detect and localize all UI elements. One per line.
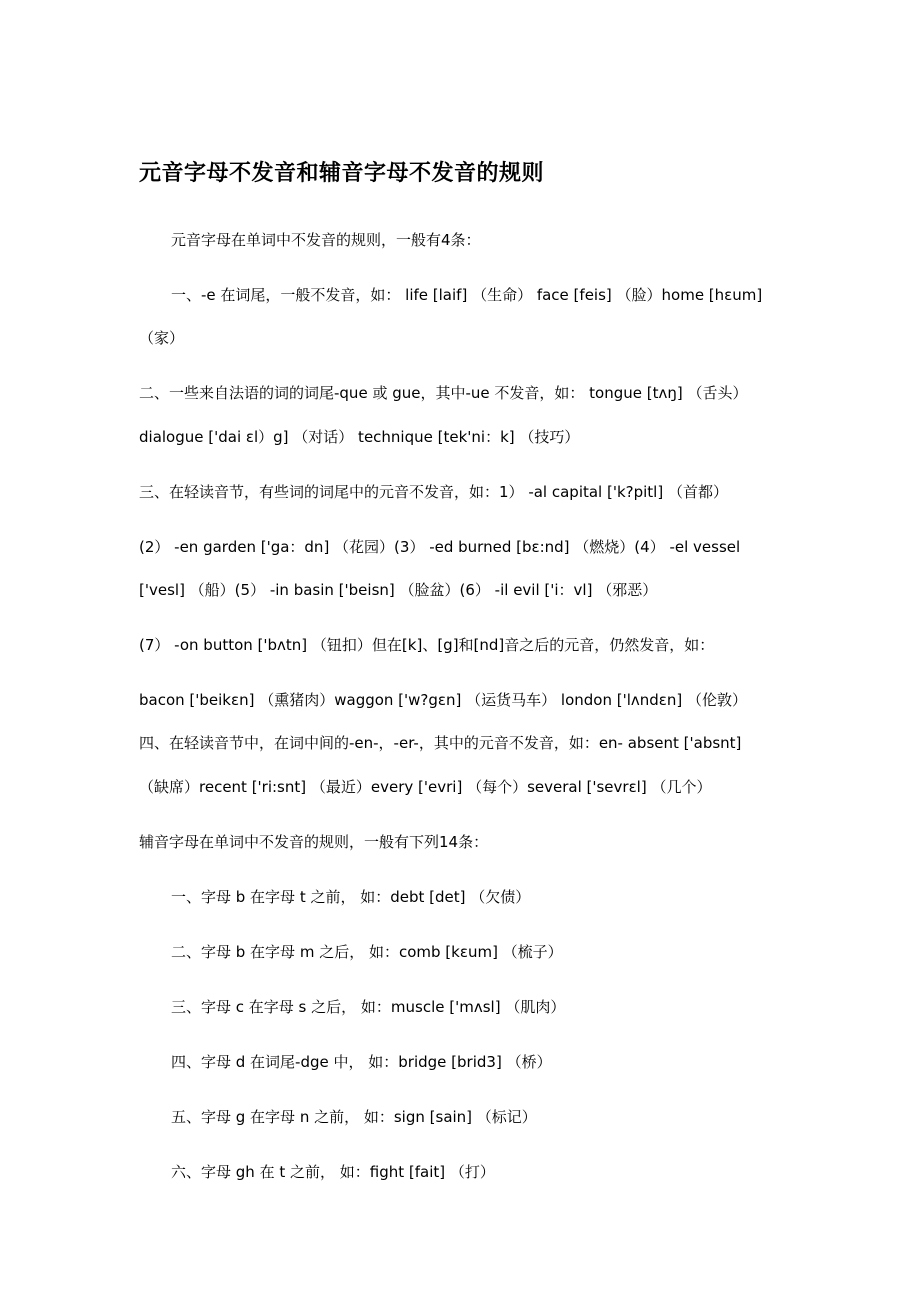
vowel-rule-4: 四、在轻读音节中，在词中间的-en-，-er-，其中的元音不发音，如：en- absent ['absnt]	[139, 734, 742, 752]
vowel-rule-3: 三、在轻读音节，有些词的词尾中的元音不发音，如：1） -al capital ['k?pitl] （首都）	[139, 483, 728, 501]
vowel-rule-1: 一、-e 在词尾，一般不发音，如： life [laif] （生命） face [feis] （脸）home [hεum]	[171, 286, 763, 304]
consonant-rule-1: 一、字母 b 在字母 t 之前， 如：debt [det] （欠债）	[171, 888, 531, 906]
consonant-rule-3: 三、字母 c 在字母 s 之后， 如：muscle ['mʌsl] （肌肉）	[171, 998, 566, 1016]
vowel-rule-4-cont: （缺席）recent ['ri:snt] （最近）every ['evri] （每个）several ['sevrεl] （几个）	[139, 778, 712, 796]
vowel-rule-3-exceptions: bacon ['beikεn] （熏猪肉）waggon ['w?gεn] （运货马车） london ['lʌndεn] （伦敦）	[139, 691, 748, 709]
consonant-rule-6: 六、字母 gh 在 t 之前， 如：fight [fait] （打）	[171, 1163, 495, 1181]
vowel-intro: 元音字母在单词中不发音的规则，一般有4条：	[171, 231, 481, 249]
consonant-rule-2: 二、字母 b 在字母 m 之后， 如：comb [kεum] （梳子）	[171, 943, 563, 961]
consonant-rule-5: 五、字母 g 在字母 n 之前， 如：sign [sain] （标记）	[171, 1108, 537, 1126]
vowel-rule-3-examples-a: (2） -en garden ['ga：dn] （花园）(3） -ed burned [bε:nd] （燃烧）(4） -el vessel	[139, 538, 741, 556]
vowel-rule-2-cont: dialogue ['dai εl）g] （对话） technique [tek'ni：k] （技巧）	[139, 428, 580, 446]
consonant-intro: 辅音字母在单词中不发音的规则，一般有下列14条：	[139, 833, 489, 851]
vowel-rule-3-examples-c: (7） -on button ['bʌtn] （钮扣）但在[k]、[g]和[nd]音之后的元音，仍然发音，如：	[139, 636, 715, 654]
vowel-rule-1-cont: （家）	[139, 329, 185, 347]
vowel-rule-3-examples-b: ['vesl] （船）(5） -in basin ['beisn] （脸盆）(6） -il evil ['i：vl] （邪恶）	[139, 581, 658, 599]
document-title: 元音字母不发音和辅音字母不发音的规则	[139, 160, 545, 186]
vowel-rule-2: 二、一些来自法语的词的词尾-que 或 gue，其中-ue 不发音，如： tongue [tʌŋ] （舌头）	[139, 384, 748, 402]
consonant-rule-4: 四、字母 d 在词尾-dge 中， 如：bridge [brid3] （桥）	[171, 1053, 552, 1071]
